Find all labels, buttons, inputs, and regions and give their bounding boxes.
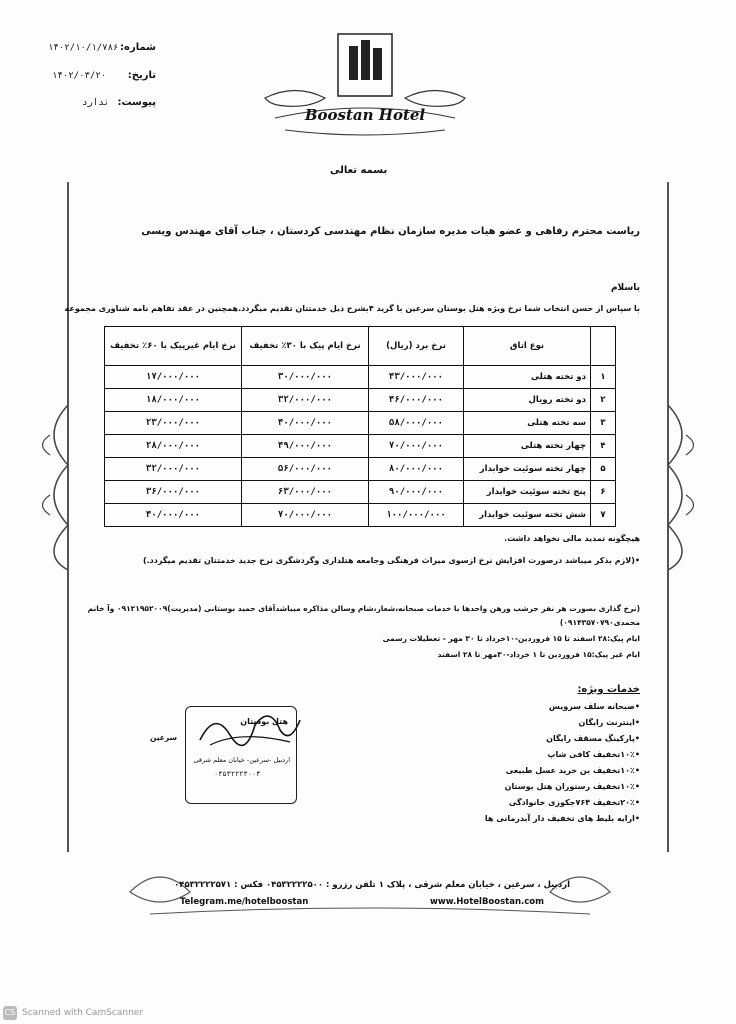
closing-note: هیچگونه تمدید مالی نخواهد داشت. [504,534,640,543]
date-value: ۱۴۰۲/۰۳/۲۰ [52,71,107,81]
peak-rate: ۳۲/۰۰۰/۰۰۰ [242,389,369,412]
peak-days: ایام پیک:۲۸ اسفند تا ۱۵ فروردین-۱۰خرداد تا ۳۰ مهر - تعطیلات رسمی [382,634,640,643]
greeting: باسلام [610,283,640,293]
table-row [105,435,616,458]
row-index: ۴ [591,435,616,458]
room-type: پنج تخته سوئیت خوابدار [464,481,591,504]
signature-icon [195,700,305,760]
peak-rate: ۶۳/۰۰۰/۰۰۰ [242,481,369,504]
table-row [105,504,616,527]
header-index [591,327,616,366]
price-note: •(لازم بذکر میباشد درصورت افزایش نرخ ازسوی میراث فرهنگی وجامعه هتلداری وگردشگری نرخ جدید خدمتتان تقدیم میگردد.) [142,556,640,565]
service-item: •پارکینگ مسقف رایگان [546,734,640,743]
service-item: •۱۰٪تخفیف کافی شاپ [547,750,640,759]
camscanner-logo-icon: CS [3,1006,17,1020]
left-ornament-icon [30,395,80,575]
service-item: •صبحانه سلف سرویس [548,702,640,711]
rates-table [104,326,616,527]
hotel-name: Boostan Hotel [304,106,426,124]
peak-rate: ۴۹/۰۰۰/۰۰۰ [242,435,369,458]
header-peak-rate: نرخ ایام پیک با ۳۰٪ تخفیف [242,327,369,366]
inclusive-note-line1: (نرخ گذاری بصورت هر نفر جرشب ورهن واحدها با خدمات صبحانه،شعار،شام وسالن مذاکره میباشدآقای حمید بوستانی (مدیریت)۰۹۱۲۱۹۵۲۰۰۹ وآ خانم [87,604,640,613]
header-offpeak-rate: نرخ ایام غیرپیک با ۶۰٪ تخفیف [105,327,242,366]
offpeak-rate: ۲۳/۰۰۰/۰۰۰ [105,412,242,435]
service-item: •۱۰٪تخفیف بن خرید عسل طبیعی [505,766,640,775]
peak-rate: ۷۰/۰۰۰/۰۰۰ [242,504,369,527]
header-board-rate: نرخ برد (ریال) [369,327,464,366]
peak-rate: ۵۶/۰۰۰/۰۰۰ [242,458,369,481]
service-item: •۱۰٪تخفیف رستوران هتل بوستان [504,782,640,791]
attachment-label: پیوست: [117,97,156,108]
table-row [105,366,616,389]
room-type: چهار تخته سوئیت خوابدار [464,458,591,481]
recipient: ریاست محترم رفاهی و عضو هیات مدیره سازمان نظام مهندسی کردستان ، جناب آقای مهندس ویسی [141,226,640,237]
stamp-line3: ۰۴۵۳۲۲۲۳۰۰۴ [214,770,261,778]
table-row [105,389,616,412]
board-rate: ۴۶/۰۰۰/۰۰۰ [369,389,464,412]
table-row [105,481,616,504]
service-item: •۲۰٪تخفیف ۷۶۴جکوزی خانوادگی [508,798,640,807]
peak-rate: ۴۰/۰۰۰/۰۰۰ [242,412,369,435]
row-index: ۶ [591,481,616,504]
offpeak-days: ایام غیر پیک:۱۵ فروردین تا ۱ خرداد-۳۰مهر تا ۲۸ اسفند [437,650,640,659]
offpeak-rate: ۴۰/۰۰۰/۰۰۰ [105,504,242,527]
number-label: شماره: [120,42,156,53]
number-value: ۱۴۰۲/۱۰/۱/۷۸۶ [48,43,119,53]
table-row [105,412,616,435]
header-room-type: نوع اتاق [464,327,591,366]
right-ornament-icon [656,395,706,575]
offpeak-rate: ۱۷/۰۰۰/۰۰۰ [105,366,242,389]
stamp-line1: هتل بوستان [240,717,288,726]
offpeak-rate: ۲۸/۰۰۰/۰۰۰ [105,435,242,458]
services-title: خدمات ویژه: [577,684,640,695]
attachment-value: ندارد [82,98,110,108]
date-label: تاریخ: [127,70,156,81]
room-type: دو تخته هتلی [464,366,591,389]
room-type: دو تخته رویال [464,389,591,412]
service-item: •اینترنت رایگان [578,718,640,727]
footer-address: اردبیل ، سرعین ، خیابان معلم شرقی ، پلاک ۱ تلفن رزرو : ۰۴۵۳۲۲۲۲۵۰۰ فکس : ۰۴۵۳۲۲۲۲۵۷۱ [174,880,570,890]
row-index: ۵ [591,458,616,481]
board-rate: ۸۰/۰۰۰/۰۰۰ [369,458,464,481]
board-rate: ۷۰/۰۰۰/۰۰۰ [369,435,464,458]
board-rate: ۵۸/۰۰۰/۰۰۰ [369,412,464,435]
intro-text: با سپاس از حسن انتخاب شما نرخ ویژه هتل بوستان سرعین با گرید ۴بشرح ذیل خدمتتان تقدیم میگردد.همچنین در عقد تفاهم نامه شناوری مجموعه [64,304,640,313]
table-row [105,458,616,481]
stamp-side-text: سرعین [150,733,177,742]
footer-website: www.HotelBoostan.com [430,897,544,907]
scanner-watermark: Scanned with CamScanner [22,1008,144,1018]
room-type: سه تخته هتلی [464,412,591,435]
peak-rate: ۳۰/۰۰۰/۰۰۰ [242,366,369,389]
offpeak-rate: ۱۸/۰۰۰/۰۰۰ [105,389,242,412]
row-index: ۷ [591,504,616,527]
row-index: ۱ [591,366,616,389]
board-rate: ۹۰/۰۰۰/۰۰۰ [369,481,464,504]
offpeak-rate: ۳۲/۰۰۰/۰۰۰ [105,458,242,481]
service-item: •ارایه بلیط های تخفیف دار آبدرمانی ها [484,814,640,823]
room-type: شش تخته سوئیت خوابدار [464,504,591,527]
offpeak-rate: ۳۶/۰۰۰/۰۰۰ [105,481,242,504]
stamp-line2: اردبیل -سرعین- خیابان معلم شرقی [193,756,290,764]
table-header-row [105,327,616,366]
board-rate: ۴۳/۰۰۰/۰۰۰ [369,366,464,389]
inclusive-note-line2: محمدی۰۹۱۴۳۵۷۰۷۹۰) [559,618,640,627]
invocation: بسمه تعالی [330,165,388,176]
row-index: ۳ [591,412,616,435]
board-rate: ۱۰۰/۰۰۰/۰۰۰ [369,504,464,527]
room-type: چهار تخته هتلی [464,435,591,458]
footer-telegram: Telegram.me/hotelboostan [180,897,309,907]
row-index: ۲ [591,389,616,412]
